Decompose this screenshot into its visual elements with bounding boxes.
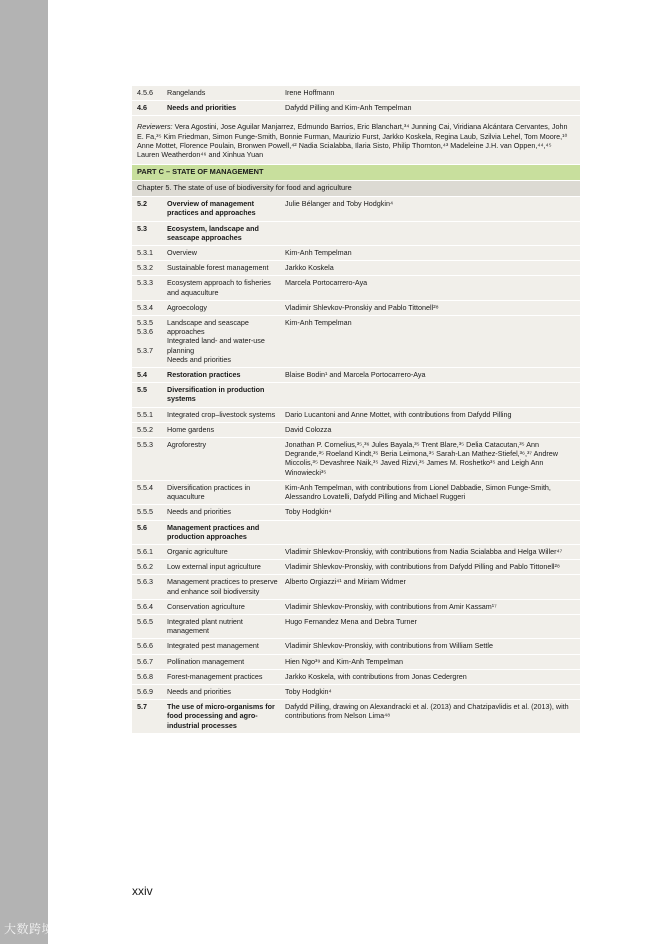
section-authors: Kim-Anh Tempelman bbox=[285, 248, 352, 258]
section-authors: Irene Hoffmann bbox=[285, 88, 335, 97]
table-row bbox=[132, 246, 580, 261]
section-number: 5.6.2 bbox=[137, 562, 153, 572]
table-row bbox=[132, 423, 580, 438]
table-row bbox=[132, 101, 580, 116]
section-number: 5.6.8 bbox=[137, 671, 153, 681]
section-number: 5.5.5 bbox=[137, 507, 153, 517]
section-number: 5.3.5 5.3.6 5.3.7 bbox=[137, 318, 153, 355]
table-row bbox=[132, 521, 580, 545]
section-title: Home gardens bbox=[167, 424, 215, 434]
table-row bbox=[132, 615, 580, 639]
left-margin-bar bbox=[0, 0, 48, 944]
table-row bbox=[132, 685, 580, 700]
section-number: 4.5.6 bbox=[137, 88, 153, 97]
table-row bbox=[132, 505, 580, 520]
section-number: 5.6.7 bbox=[137, 656, 153, 666]
section-title: Ecosystem approach to fisheries and aquaculture bbox=[167, 278, 271, 297]
section-number: 5.7 bbox=[137, 702, 147, 712]
section-authors: Toby Hodgkin⁴ bbox=[285, 686, 332, 696]
section-authors: Marcela Portocarrero-Aya bbox=[285, 278, 368, 288]
reviewers-block bbox=[132, 116, 580, 165]
table-row bbox=[132, 86, 580, 101]
section-number: 5.5 bbox=[137, 385, 147, 395]
section-title: Rangelands bbox=[167, 88, 206, 97]
section-title: Ecosystem, landscape and seascape approaches bbox=[167, 223, 259, 242]
section-number: 5.5.3 bbox=[137, 440, 153, 450]
section-title: Overview bbox=[167, 248, 197, 258]
section-number: 5.6.5 bbox=[137, 616, 153, 626]
section-authors: Toby Hodgkin⁴ bbox=[285, 507, 332, 517]
section-title: Diversification in production systems bbox=[167, 385, 265, 404]
section-authors: Vladimir Shlevkov-Pronskiy, with contributions from Dafydd Pilling and Pablo Tittonell²⁸ bbox=[285, 562, 560, 572]
contributors-table bbox=[132, 86, 580, 734]
section-authors: Dafydd Pilling, drawing on Alexandracki et al. (2013) and Chatzipavlidis et al. (2013), with contributions from Nelson Lima⁴⁸ bbox=[285, 702, 569, 721]
section-title: Sustainable forest management bbox=[167, 263, 269, 273]
section-title: Restoration practices bbox=[167, 370, 241, 380]
section-title: Forest-management practices bbox=[167, 671, 263, 681]
section-number: 5.4 bbox=[137, 370, 147, 380]
section-authors: Kim-Anh Tempelman bbox=[285, 318, 352, 328]
section-title: Pollination management bbox=[167, 656, 245, 666]
section-authors bbox=[285, 523, 580, 541]
section-authors: Dario Lucantoni and Anne Mottet, with contributions from Dafydd Pilling bbox=[285, 409, 512, 419]
table-row bbox=[132, 639, 580, 654]
table-row bbox=[132, 575, 580, 599]
section-number: 5.3.1 bbox=[137, 248, 153, 258]
top-rows bbox=[132, 86, 580, 116]
section-authors: Hien Ngo³⁹ and Kim-Anh Tempelman bbox=[285, 656, 403, 666]
table-row bbox=[132, 700, 580, 734]
table-row bbox=[132, 316, 580, 368]
section-authors: Julie Bélanger and Toby Hodgkin⁴ bbox=[285, 199, 394, 209]
section-authors: Jonathan P. Cornelius,³⁵,³⁶ Jules Bayala,³⁵ Trent Blare,³⁵ Delia Catacutan,³⁵ Ann Degrande,³⁵ Roeland Kindt,³⁵ Beria Leimona,³⁵ Sarah-Lan Mathez-Stiefel,³⁶,³⁷ Andrew Miccolis,³⁵ Devashree Naik,³⁵ Javed Rizvi,³⁵ James M. Roshetko³⁵ and Leigh Ann Winowiecki³⁵ bbox=[285, 440, 558, 477]
table-row bbox=[132, 383, 580, 407]
section-number: 5.6 bbox=[137, 522, 147, 532]
table-row bbox=[132, 545, 580, 560]
main-rows bbox=[132, 197, 580, 734]
table-row bbox=[132, 670, 580, 685]
section-authors: Vladimir Shlevkov-Pronskiy and Pablo Tittonell²⁸ bbox=[285, 302, 439, 312]
table-row bbox=[132, 655, 580, 670]
section-number: 5.5.1 bbox=[137, 409, 153, 419]
section-title: Diversification practices in aquaculture bbox=[167, 482, 251, 502]
section-authors: Vladimir Shlevkov-Pronskiy, with contributions from Amir Kassam¹⁷ bbox=[285, 601, 497, 611]
table-row bbox=[132, 560, 580, 575]
section-title: Integrated crop–livestock systems bbox=[167, 409, 276, 419]
section-number: 5.3.3 bbox=[137, 278, 153, 288]
section-number: 5.6.9 bbox=[137, 686, 153, 696]
section-title: Needs and priorities bbox=[167, 103, 237, 113]
section-number: 5.5.2 bbox=[137, 424, 153, 434]
table-row bbox=[132, 301, 580, 316]
section-authors: Hugo Fernandez Mena and Debra Turner bbox=[285, 616, 417, 626]
page-number: xxiv bbox=[132, 884, 153, 898]
section-title: Needs and priorities bbox=[167, 686, 231, 696]
chapter-header: Chapter 5. The state of use of biodiversity for food and agriculture bbox=[132, 181, 580, 197]
section-authors: Dafydd Pilling and Kim-Anh Tempelman bbox=[285, 103, 412, 113]
section-number: 5.6.3 bbox=[137, 577, 153, 587]
table-row bbox=[132, 408, 580, 423]
reviewers-label: Reviewers: bbox=[137, 122, 173, 132]
section-title: Needs and priorities bbox=[167, 507, 231, 517]
section-authors: Kim-Anh Tempelman, with contributions from Lionel Dabbadie, Simon Funge-Smith, Alessandro Lovatelli, Dafydd Pilling and Michael Ruggeri bbox=[285, 482, 551, 502]
section-title: Low external input agriculture bbox=[167, 562, 261, 572]
section-title: Conservation agriculture bbox=[167, 601, 245, 611]
section-authors: Blaise Bodin¹ and Marcela Portocarrero-Aya bbox=[285, 370, 426, 380]
table-row bbox=[132, 261, 580, 276]
section-title: Overview of management practices and approaches bbox=[167, 199, 256, 218]
section-title: Organic agriculture bbox=[167, 546, 228, 556]
section-title: Management practices to preserve and enhance soil biodiversity bbox=[167, 577, 278, 596]
section-authors bbox=[285, 385, 580, 403]
section-authors: Vladimir Shlevkov-Pronskiy, with contributions from William Settle bbox=[285, 641, 493, 651]
section-number: 5.3.4 bbox=[137, 302, 153, 312]
section-number: 4.6 bbox=[137, 103, 147, 113]
section-authors: David Colozza bbox=[285, 424, 332, 434]
table-row bbox=[132, 276, 580, 300]
table-row bbox=[132, 197, 580, 221]
section-title: Agroforestry bbox=[167, 440, 207, 450]
section-title: The use of micro-organisms for food processing and agro-industrial processes bbox=[167, 702, 275, 730]
section-number: 5.5.4 bbox=[137, 482, 153, 492]
reviewers-text: Vera Agostini, Jose Aguilar Manjarrez, Edmundo Barrios, Eric Blanchart,³⁴ Junning Cai, Viridiana Alcántara Cervantes, John E. Fa,³⁵ Kim Friedman, Simon Funge-Smith, Bonnie Furman, Maurizio Furst, Jarkko Koskela, Regina Laub, Szilvia Lehel, Tom Moore,¹⁰ Anne Mottet, Florence Poulain, Bronwen Powell,⁴² Nadia Scialabba, Ilaria Sisto, Philip Thornton,⁴³ Madeleine J.H. van Oppen,⁴⁴,⁴⁵ Lauren Weatherdon⁴⁶ and Xinhua Yuan bbox=[137, 122, 568, 160]
section-number: 5.3 bbox=[137, 223, 147, 233]
section-title: Management practices and production approaches bbox=[167, 522, 260, 541]
table-row bbox=[132, 481, 580, 505]
table-row bbox=[132, 368, 580, 383]
section-title: Integrated pest management bbox=[167, 641, 259, 651]
section-authors: Jarkko Koskela, with contributions from Jonas Cedergren bbox=[285, 671, 467, 681]
table-row bbox=[132, 222, 580, 246]
section-authors bbox=[285, 224, 580, 242]
part-header: PART C – STATE OF MANAGEMENT bbox=[132, 165, 580, 181]
section-title: Landscape and seascape approaches Integrated land- and water-use planning Needs and priorities bbox=[167, 318, 265, 364]
watermark: 大数跨境 bbox=[4, 922, 55, 936]
section-title: Agroecology bbox=[167, 302, 207, 312]
table-row bbox=[132, 438, 580, 481]
section-number: 5.3.2 bbox=[137, 263, 153, 273]
section-number: 5.2 bbox=[137, 199, 147, 209]
section-authors: Jarkko Koskela bbox=[285, 263, 334, 273]
table-row bbox=[132, 600, 580, 615]
section-number: 5.6.1 bbox=[137, 546, 153, 556]
section-number: 5.6.4 bbox=[137, 601, 153, 611]
section-authors: Alberto Orgiazzi⁴¹ and Miriam Widmer bbox=[285, 577, 406, 587]
section-title: Integrated plant nutrient management bbox=[167, 616, 243, 636]
section-authors: Vladimir Shlevkov-Pronskiy, with contributions from Nadia Scialabba and Helga Willer⁴⁷ bbox=[285, 546, 563, 556]
section-number: 5.6.6 bbox=[137, 641, 153, 651]
